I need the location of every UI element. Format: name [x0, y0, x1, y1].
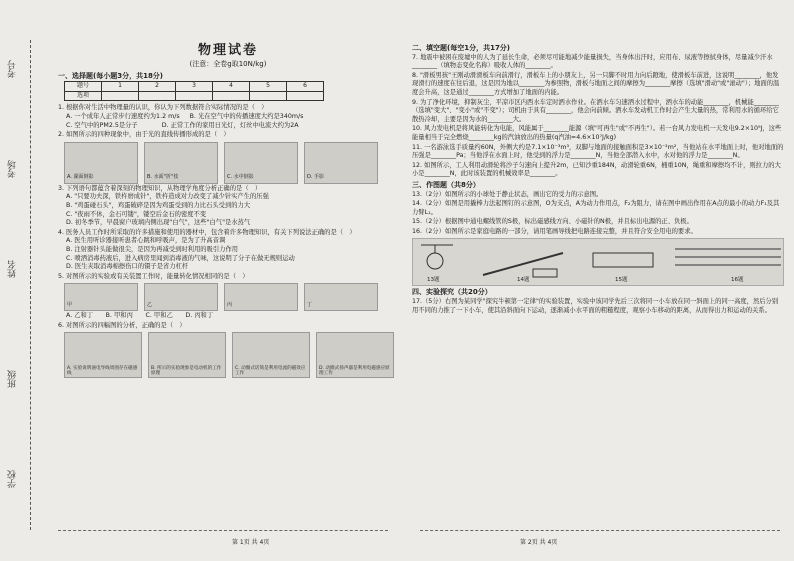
figure-caption: 甲	[67, 301, 73, 308]
figure-image	[144, 283, 218, 311]
section-3-title: 三、作图题（共8分）	[412, 180, 480, 189]
cut-line	[30, 40, 31, 530]
answer-table-cell	[287, 91, 324, 101]
figure-caption: D. 手影	[307, 174, 325, 181]
question-17: 17.（5分）右图为某同学"探究牛顿第一定律"的实验装置，实验中该同学先后三次将同一小车放在同一斜面上的同一高度，然后分别用不同的力推了一下小车，使其沿斜面向下运动，逐渐减小水平面的粗糙程度，观察小车移动的距离，从而得出力和运动的关系。	[412, 298, 779, 314]
question-7: 7. 地震中被困在废墟中的人为了延长生命，必须尽可能地减少能量损失，当身体出汗时，应用布、尿液等擦拭身体，尽量减少汗水________（填物态变化名称）吸收人体的________。	[412, 53, 773, 70]
answer-table-cell: 6	[287, 82, 324, 92]
question-6-figures	[64, 332, 398, 378]
figure-caption: 16题	[731, 276, 744, 283]
figure-image	[316, 332, 394, 378]
question-1-option-c: C. 空气中的PM2.5是分子	[66, 121, 138, 129]
question-9: 9. 为了净化环境，抑制灰尘，平凉市区内西水车定时洒水作业。在洒水车匀速洒水过程中，洒水车的动能________，机械能________（选填"变大"、"变小"或"不变"）；司机由于具有________，他会向前倾。洒水车发动机工作时会产生大量的热，常利用水的循环给它散热冷却，主要是因为水的________大。	[412, 98, 779, 123]
id-label: 考号	[8, 60, 18, 78]
binding-margin	[0, 0, 52, 561]
figure-image	[304, 142, 378, 184]
question-2-stem: 2. 如图所示的四种现象中，由于光的直线传播形成的是（ ）	[58, 131, 230, 139]
question-3	[58, 185, 398, 228]
page-left	[58, 18, 398, 379]
answer-table-cell	[250, 91, 287, 101]
question-10: 10. 风力发电机是将风能转化为电能，风能属于________能源（填"可再生"或"不再生"）。若一台风力发电机一天发电9.2×10⁹J，这些能量相当于完全燃烧________kg的汽油放出的热量(q汽油=4.6×10⁷J/kg)	[412, 125, 782, 141]
figure-image	[224, 142, 298, 184]
answer-table-cell	[139, 91, 176, 101]
figure-caption: B. 所示的实验现象是电动机的工作原理	[151, 365, 222, 377]
figure-caption: A. 湖面倒影	[67, 174, 94, 181]
question-4-option-c: C. 喷洒消毒药液后，进入病房里闻到消毒液的气味，这说明了分子在做无规则运动	[66, 254, 295, 262]
board-block	[533, 269, 557, 277]
question-12: 12. 如图所示，工人利用动滑轮将沙子匀速向上提升2m，已知沙重184N，动滑轮重6N，桶重10N，绳重和摩擦均不计，则拉力的大小是________N，此时该装置的机械效率是________。	[412, 161, 781, 178]
question-3-stem: 3. 下列语句都蕴含着深刻的物理知识，从物理学角度分析正确的是（ ）	[58, 184, 262, 192]
question-5-stem: 5. 对图所示的实验或有关装置工作时，能量转化情况相同的是（ ）	[58, 272, 249, 280]
ball-icon	[427, 253, 443, 269]
question-4-option-d: D. 医生夹取消毒棉擦伤口的镊子是省力杠杆	[66, 263, 189, 271]
question-2-figures	[64, 142, 398, 184]
figure-caption: A. 实验说明通电导线周围存在磁感线	[67, 365, 138, 377]
answer-table-cell	[102, 91, 139, 101]
section-2-title: 二、填空题(每空1分，共17分)	[412, 44, 511, 52]
figure-caption: 丙	[227, 301, 233, 308]
question-5-options: A. 乙和丁 B. 甲和丙 C. 甲和乙 D. 丙和丁	[66, 312, 214, 320]
figure-image	[64, 283, 138, 311]
figure-caption: 乙	[147, 301, 153, 308]
section-1-title: 一、选择题(每小题3分，共18分)	[58, 71, 164, 80]
question-3-option-c: C. "夜雨不休，金石可镂"，镂空后金石的密度不变	[66, 210, 207, 218]
answer-table-cell: 1	[102, 82, 139, 92]
figure-caption: B. 水面"折"枝	[147, 174, 179, 181]
figure-caption: 15题	[615, 276, 628, 283]
question-6	[58, 322, 398, 379]
figure-caption: D. 动圈式扬声器是利用电磁感应原理工作	[319, 365, 390, 377]
page-left-divider	[58, 530, 388, 531]
name-label: 姓名	[8, 260, 18, 278]
question-1-stem: 1. 根据你对生活中物理量的认识，你认为下列数据符合实际情况的是（ ）	[58, 104, 268, 112]
question-1-option-a: A. 一个成年人正常步行速度约为1.2 m/s	[66, 112, 180, 120]
figure-image	[232, 332, 310, 378]
question-14: 14.（2分）如图是用撬棒力法起图钉的示意图，O为支点，A为动力作用点，F₂为阻力，请在图中画出作用在A点的最小的动力F₁及其力臂L₁。	[412, 200, 780, 216]
page-right-footer: 第 2页 共 4页	[520, 539, 558, 546]
page-right-divider	[420, 530, 780, 531]
question-5	[58, 273, 398, 321]
page-right	[412, 18, 784, 316]
figure-caption: 14题	[517, 276, 530, 283]
question-13: 13.（2分）如图所示的小球处于静止状态，画出它的受力的示意图。	[412, 190, 603, 198]
question-8: 8. "滑板男孩"王刚动滑滑板车向前滑行，滑板车上的小朋友上，另一只脚不时用力向后蹬地，使滑板车前进，这说明________，他发现滑行的速度在往后退，这是因为地以________为参照物，滑板与地面之间的摩擦为________摩擦（选填"滑动"或"滚动"）；地面的温度会升高，这是通过________方式增加了地面的内能。	[412, 71, 780, 96]
drawing-figures	[412, 238, 784, 286]
exam-note: (注意：全卷g取10N/kg)	[189, 60, 267, 68]
section-4-title: 四、实验探究（共20分）	[412, 288, 492, 297]
answer-table	[64, 81, 324, 101]
figure-caption: C. 水中倒影	[227, 174, 254, 181]
drawing-figures-svg	[413, 239, 783, 283]
question-4-option-b: B. 注射器针头能做很尖，是因为再减受到时利用的吸引力作用	[66, 245, 239, 253]
answer-table-cell: 选项	[65, 91, 102, 101]
answer-table-cell: 2	[139, 82, 176, 92]
answer-table-cell: 4	[213, 82, 250, 92]
answer-table-cell: 5	[250, 82, 287, 92]
question-11: 11. 一名游泳选手质量约60N，外侧大约是7.1×10⁻³m³，双脚与地面的接触面积是3×10⁻²m²，当他站在水平地面上时，他对地面的压强是________Pa；当他浮在水面上时，他受到的浮力是________N，当他全部潜入水中，水对他的浮力是________N。	[412, 143, 784, 160]
figure-image	[224, 283, 298, 311]
question-4-stem: 4. 医务人员工作时所采取的许多措施和使用的器材中，包含着许多物理知识，有关下列说法正确的是（ ）	[58, 228, 356, 236]
solenoid-coil	[593, 253, 653, 267]
question-16: 16.（2分）如图所示是家庭电路的一部分，请用笔画导线把电路连接完整，并且符合安全用电的要求。	[412, 227, 697, 235]
question-5-figures	[64, 283, 398, 311]
question-4-option-a: A. 医生用听诊器接听患者心跳和呼吸声，是为了升高音调	[66, 237, 226, 245]
page-left-footer: 第 1页 共 4页	[232, 539, 270, 546]
question-1-option-d: D. 正常工作的家用日光灯，灯丝中电流大约为2A	[161, 121, 299, 129]
figure-image	[64, 142, 138, 184]
question-1	[58, 104, 398, 130]
answer-table-cell	[213, 91, 250, 101]
figure-caption: 13题	[427, 276, 440, 283]
figure-image	[64, 332, 142, 378]
figure-image	[148, 332, 226, 378]
school-label: 学校	[8, 470, 18, 488]
question-3-option-b: B. "鸡蛋碰石头"，鸡蛋破碎是因为鸡蛋受到的力比石头受到的力大	[66, 201, 251, 209]
answer-table-cell: 题号	[65, 82, 102, 92]
question-4	[58, 229, 398, 272]
figure-caption: 丁	[307, 301, 313, 308]
answer-table-cell: 3	[176, 82, 213, 92]
answer-table-cell	[176, 91, 213, 101]
question-15: 15.（2分）根据图中通电螺线管的S极，标出磁感线方向、小磁针的N极，并且标出电源的正、负极。	[412, 218, 693, 226]
figure-caption: C. 动圈式话筒是利用电流的磁效应工作	[235, 365, 306, 377]
question-3-option-a: A. "只要功夫深，铁杵磨成针"，铁杵造成对力改变了减少针实产生的压强	[66, 193, 269, 201]
question-1-option-b: B. 光在空气中的传播速度大约是340m/s	[189, 112, 304, 120]
question-3-option-d: D. 初冬季节，早晨窗户玻璃内侧出现"白气"，这些"白气"是水蒸气	[66, 219, 251, 227]
exam-title: 物理试卷	[197, 43, 258, 58]
figure-image	[304, 283, 378, 311]
lever-bar	[483, 253, 563, 275]
class-label: 班级	[8, 370, 18, 388]
question-2	[58, 131, 398, 184]
figure-image	[144, 142, 218, 184]
question-6-stem: 6. 对图所示的四幅图的分析，正确的是（ ）	[58, 321, 186, 329]
room-label: 考场	[8, 160, 18, 178]
